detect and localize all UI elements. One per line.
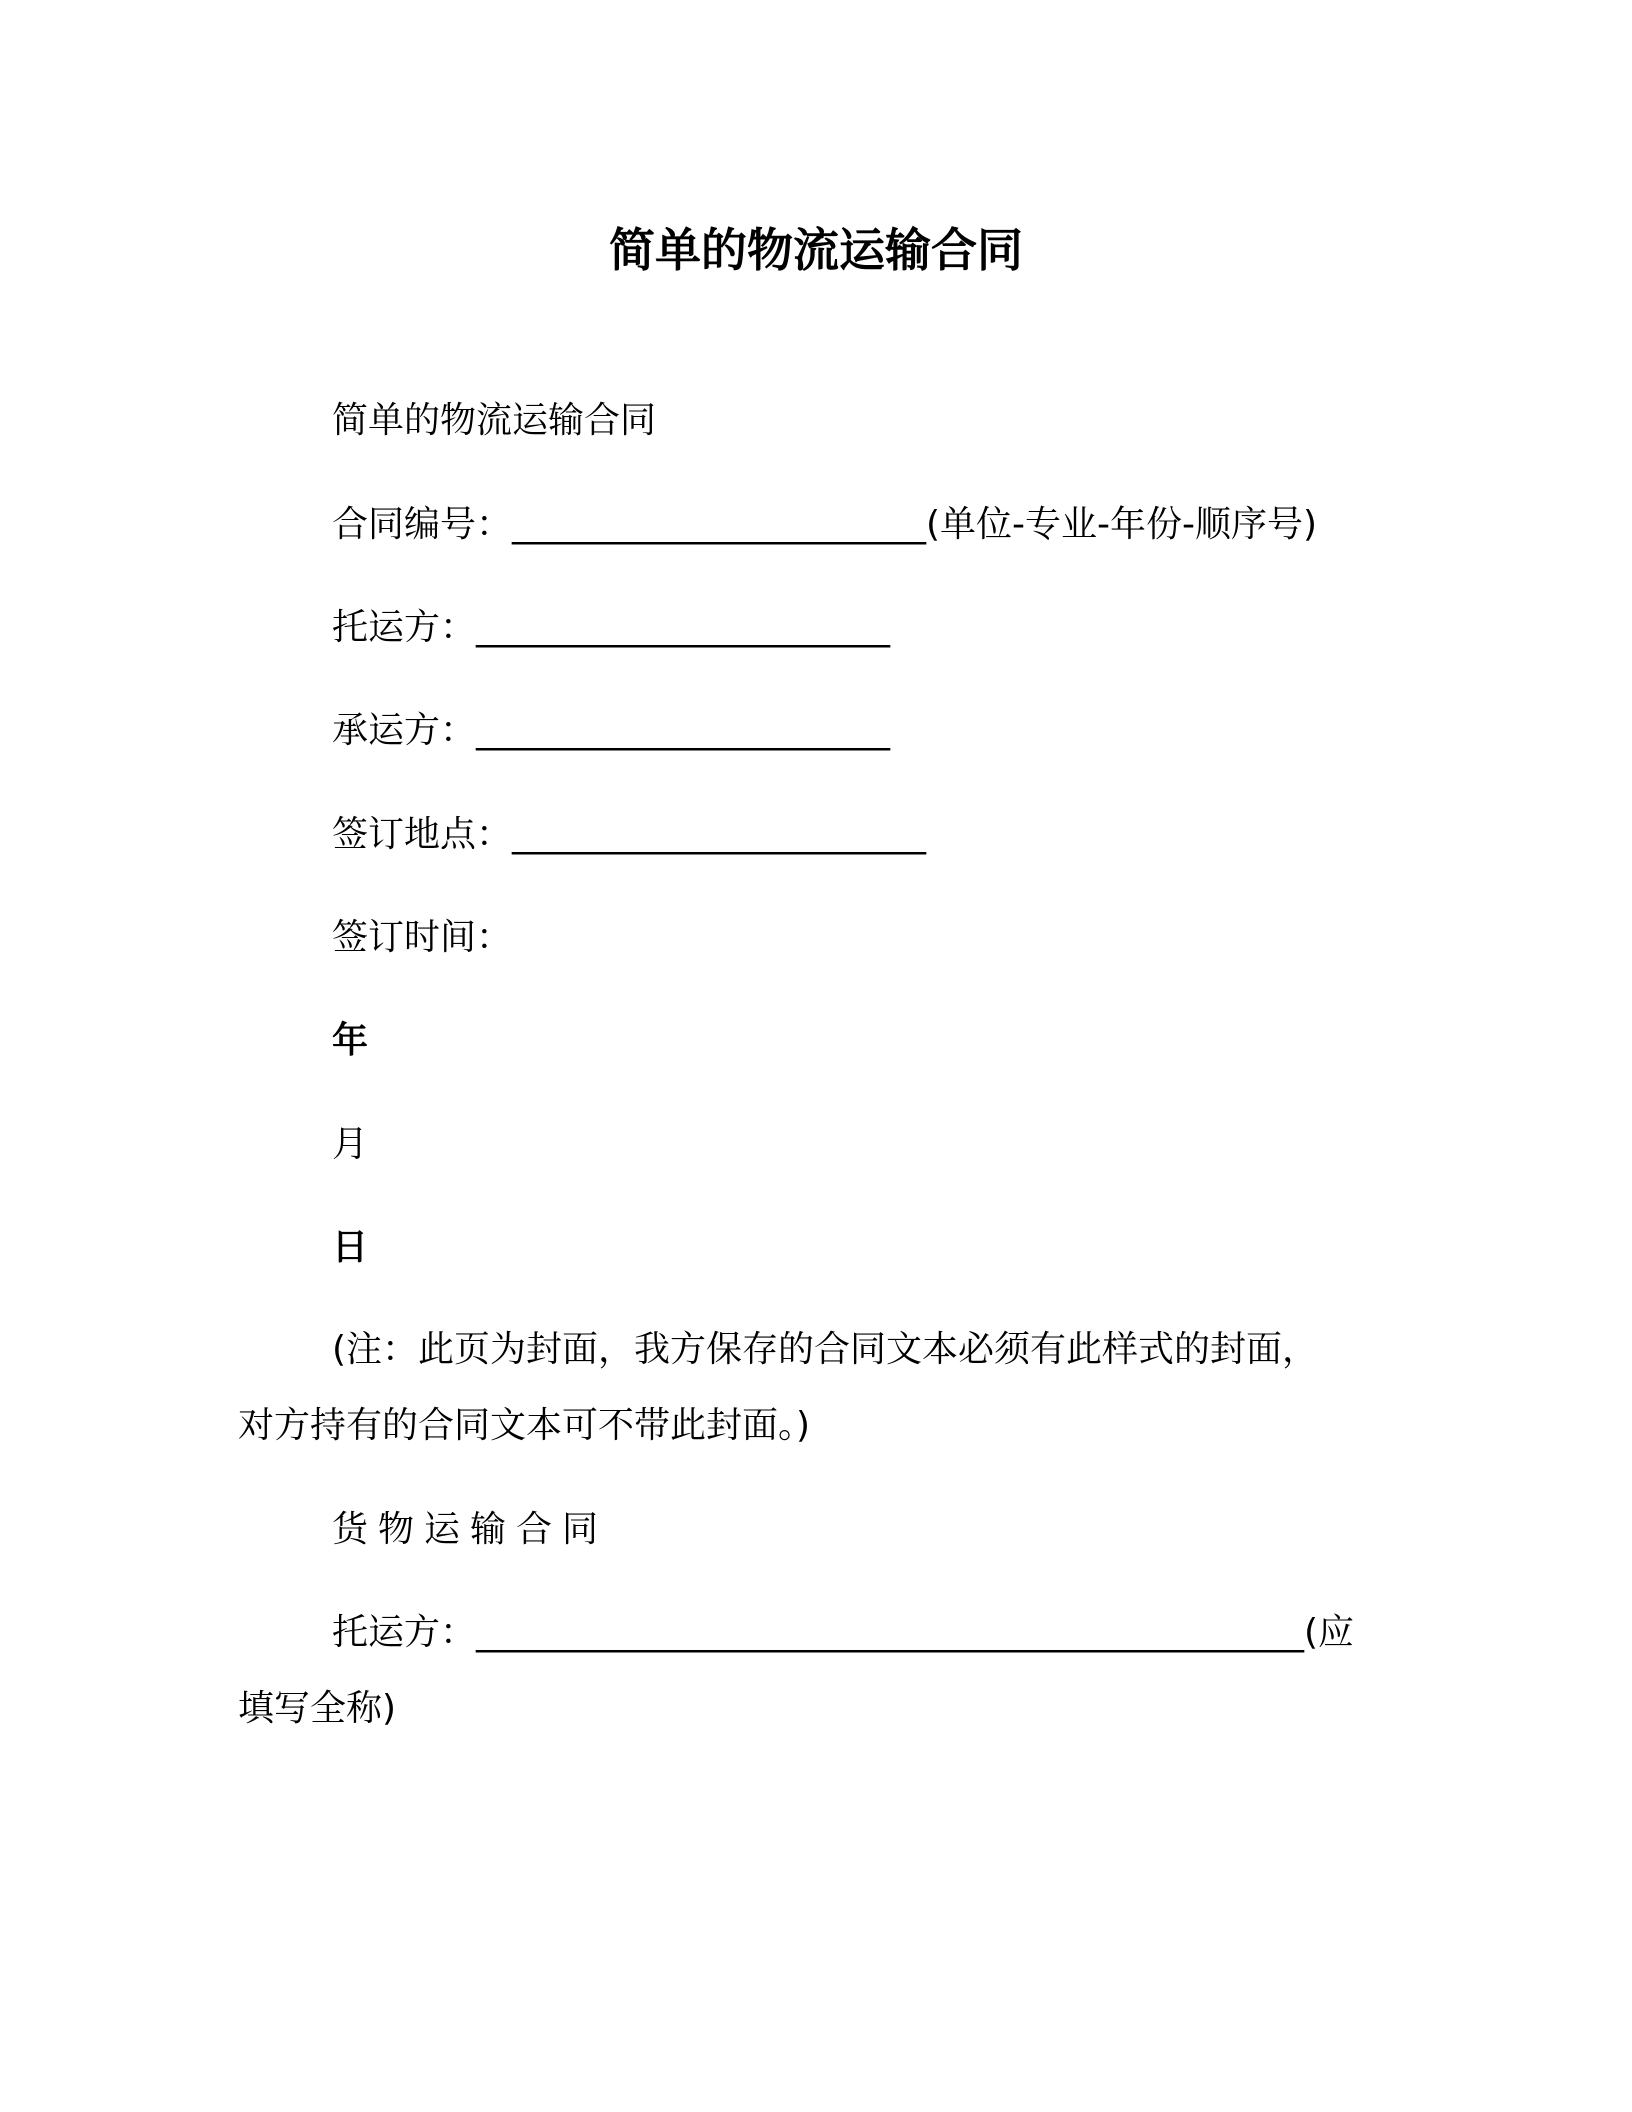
contract-number-field: 合同编号：_______________________(单位-专业-年份-顺序号) [332,504,1318,545]
cover-note-line-2: 对方持有的合同文本可不带此封面。) [238,1405,811,1446]
signing-place-field: 签订地点：_______________________ [332,814,927,855]
document-title: 简单的物流运输合同 [609,223,1023,277]
shipper-fullname-field-line-1: 托运方：______________________________________________(应 [332,1612,1355,1653]
month-label: 月 [332,1124,369,1165]
subtitle: 简单的物流运输合同 [332,400,657,441]
cover-note-line-1: (注：此页为封面，我方保存的合同文本必须有此样式的封面， [332,1329,1319,1370]
day-label: 日 [332,1227,369,1268]
signing-time-field: 签订时间： [332,917,513,958]
shipper-field: 托运方：_______________________ [332,607,891,648]
year-label: 年 [332,1020,369,1061]
shipper-fullname-field-line-2: 填写全称) [238,1688,397,1729]
section-title: 货物运输合同 [332,1509,609,1550]
carrier-field: 承运方：_______________________ [332,710,891,751]
